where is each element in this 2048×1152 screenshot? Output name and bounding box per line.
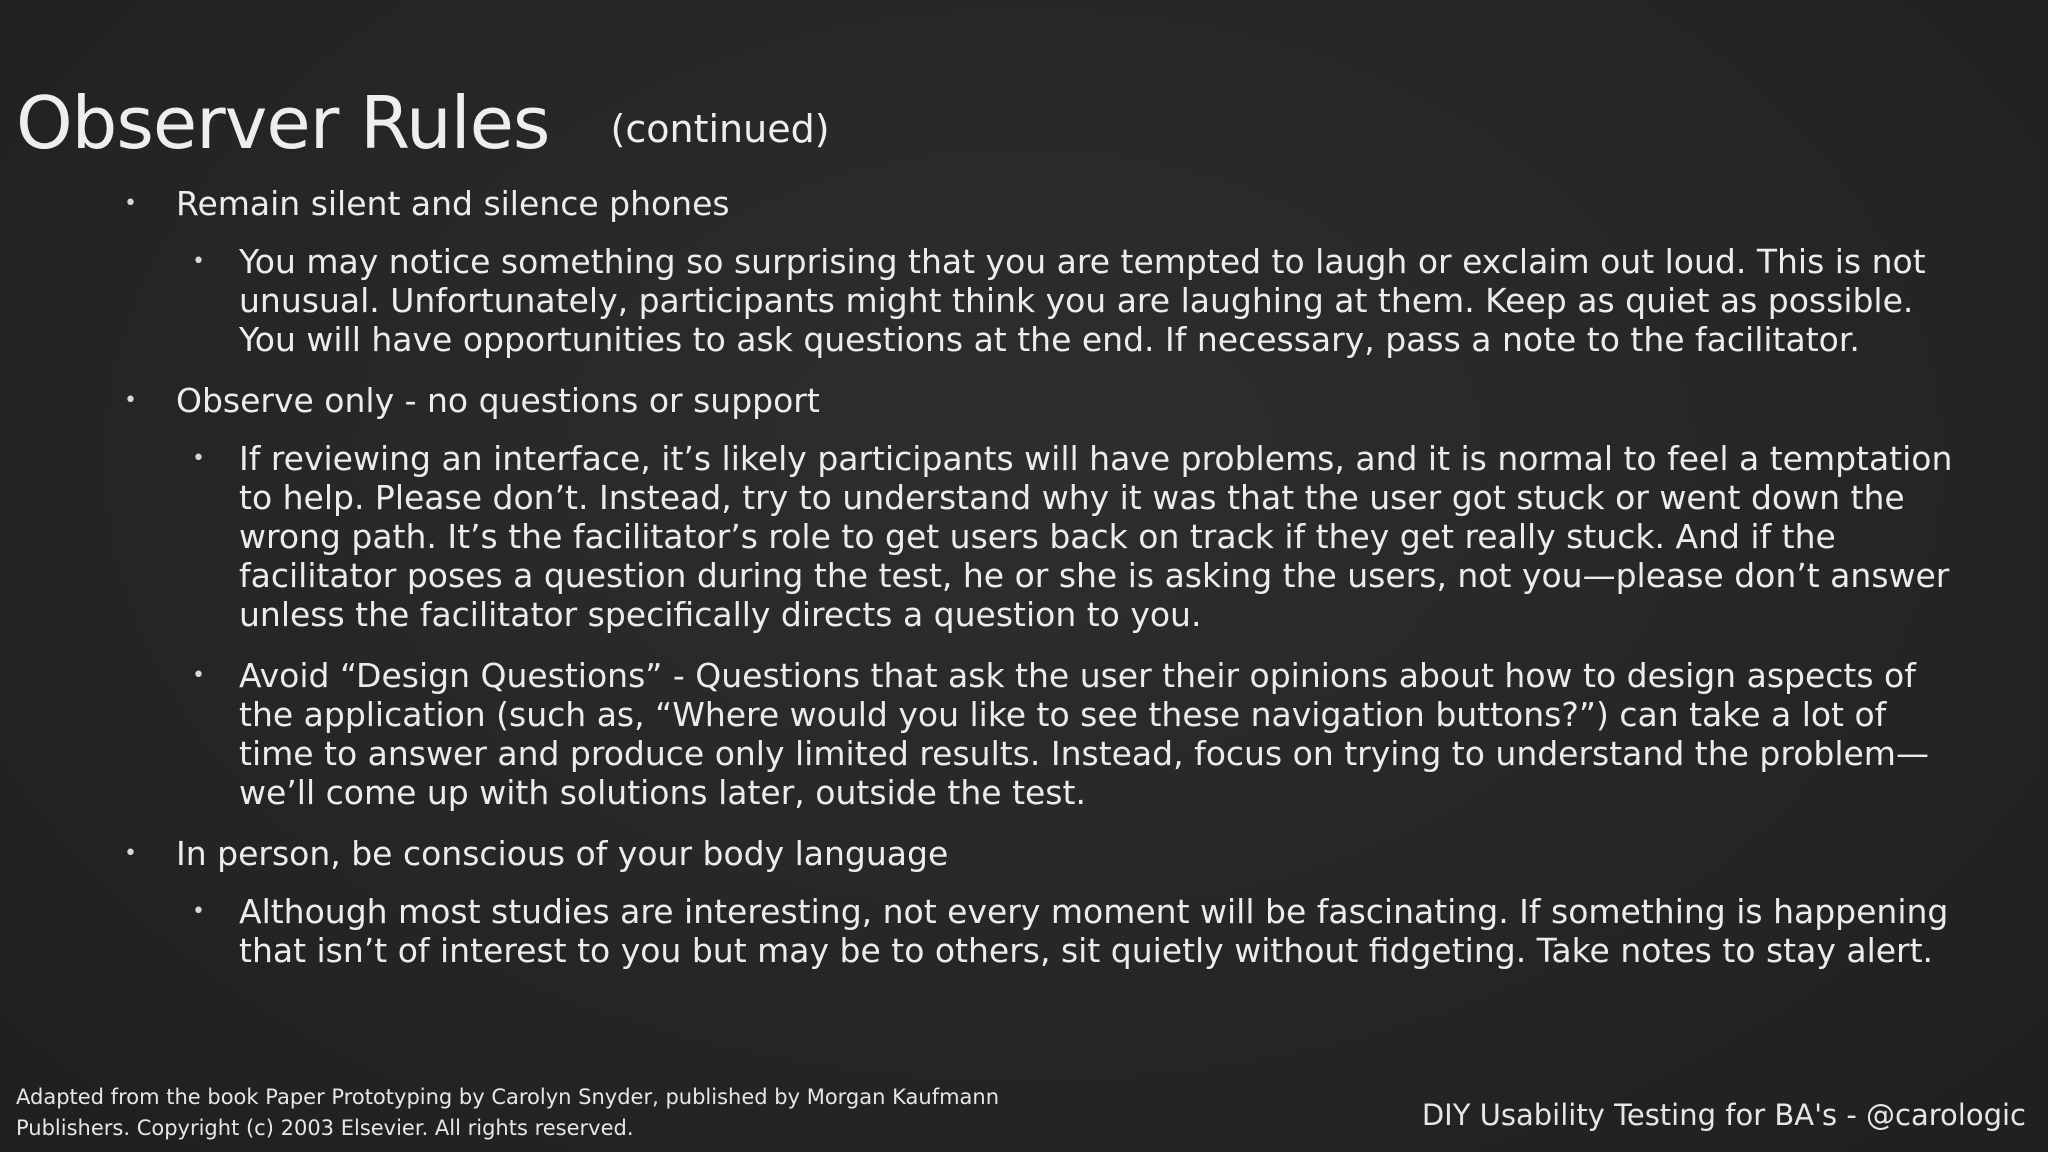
sub-bullet-icon: • [192,663,205,688]
sub-bullet-item [120,439,1959,634]
sub-bullet-item [120,242,1959,359]
footer-attribution: Adapted from the book Paper Prototyping by Carolyn Snyder, published by Morgan Kaufmann Publishers. Copyright (c) 2003 Elsevier. All rights reserved. [16,1085,1000,1140]
bullet-icon: • [124,841,137,866]
bullet-list [120,184,1953,992]
bullet-text: In person, be conscious of your body language [176,834,949,873]
sub-bullet-text: You may notice something so surprising that you are tempted to laugh or exclaim out loud. This is not unusual. Unfortunately, participants might think you are laughing at them. Keep as quiet as possible. You will have opportunities to ask questions at the end. If necessary, pass a note to the facilitator. [239,242,1926,359]
sub-bullet-item [120,656,1959,812]
sub-bullet-icon: • [192,899,205,924]
bullet-icon: • [124,388,137,413]
bullet-item [120,184,1950,224]
bullet-icon: • [124,191,137,216]
sub-bullet-item [120,892,1959,970]
sub-bullet-text: Avoid “Design Questions” - Questions that ask the user their opinions about how to design aspects of the application (such as, “Where would you like to see these navigation buttons?”) can take a lot of time to answer and produce only limited results. Instead, focus on trying to understand the problem—we’ll come up with solutions later, outside the test. [239,656,1929,812]
slide-subtitle: (continued) [610,107,830,151]
title-row [16,78,830,168]
bullet-text: Observe only - no questions or support [176,381,820,420]
bullet-text: Remain silent and silence phones [176,184,730,223]
sub-bullet-icon: • [192,446,205,471]
sub-bullet-text: Although most studies are interesting, not every moment will be fascinating. If something is happening that isn’t of interest to you but may be to others, sit quietly without fidgeting. Take notes to stay alert. [239,892,1949,970]
bullet-item [120,834,1950,874]
bullet-item [120,381,1950,421]
slide-title: Observer Rules [16,81,550,165]
sub-bullet-icon: • [192,249,205,274]
footer-presentation-title: DIY Usability Testing for BA's - @carologic [1421,1098,2026,1132]
sub-bullet-text: If reviewing an interface, it’s likely participants will have problems, and it is normal to feel a temptation to help. Please don’t. Instead, try to understand why it was that the user got stuck or went down the wrong path. It’s the facilitator’s role to get users back on track if they get really stuck. And if the facilitator poses a question during the test, he or she is asking the users, not you—please don’t answer unless the facilitator specifically directs a question to you. [239,439,1953,634]
